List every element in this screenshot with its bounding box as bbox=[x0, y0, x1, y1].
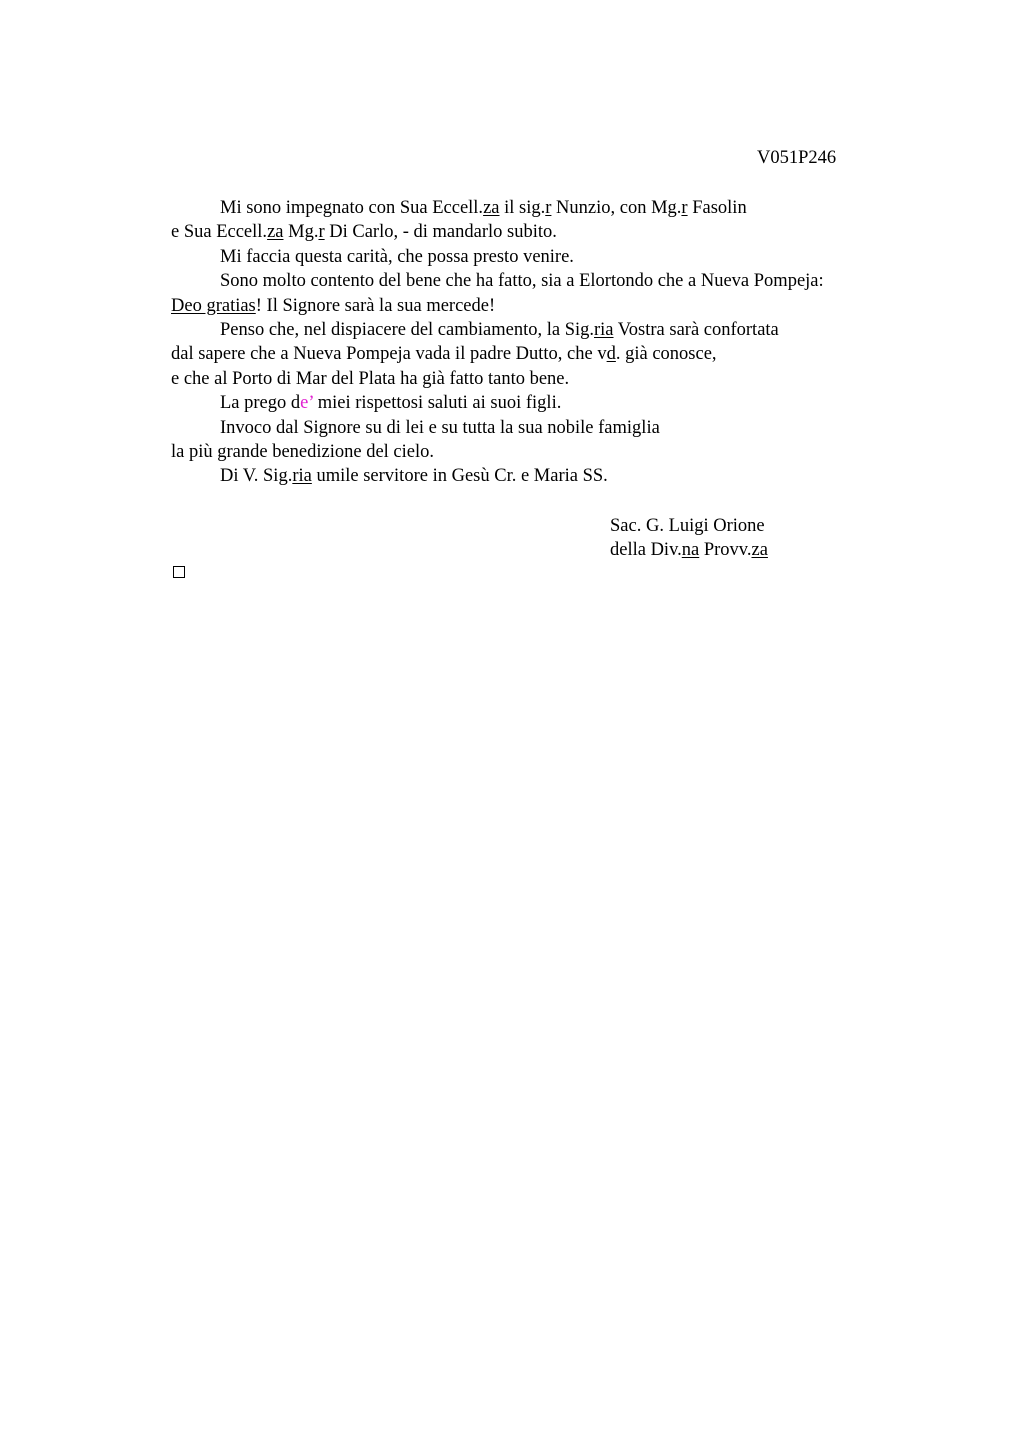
letter-line bbox=[171, 391, 931, 415]
signature-line bbox=[610, 538, 768, 562]
text-run: Provv. bbox=[699, 540, 752, 561]
underlined-abbreviation: na bbox=[681, 540, 700, 561]
letter-line bbox=[171, 416, 931, 440]
text-run: Invoco dal Signore su di lei e su tutta la sua nobile famiglia bbox=[220, 417, 660, 438]
underlined-abbreviation: Deo gratias bbox=[171, 295, 256, 316]
text-run: umile servitore in Gesù Cr. e Maria SS. bbox=[311, 466, 608, 487]
letter-line bbox=[171, 464, 931, 488]
letter-line bbox=[171, 245, 931, 269]
text-run: Nunzio, con Mg. bbox=[551, 198, 682, 218]
letter-line bbox=[171, 294, 931, 318]
text-run: la più grande benedizione del cielo. bbox=[171, 441, 435, 462]
underlined-abbreviation: ria bbox=[292, 466, 312, 487]
end-marker-box bbox=[173, 566, 185, 578]
underlined-abbreviation: d bbox=[606, 344, 616, 365]
text-run: della Div. bbox=[610, 540, 682, 561]
letter-line bbox=[171, 367, 931, 391]
text-run: miei rispettosi saluti ai suoi figli. bbox=[313, 393, 562, 414]
text-run: Penso che, nel dispiacere del cambiamento, la Sig. bbox=[220, 319, 594, 340]
text-run: il sig. bbox=[499, 198, 546, 218]
signature-line bbox=[610, 514, 768, 538]
text-run: La prego d bbox=[220, 393, 301, 414]
text-run: e che al Porto di Mar del Plata ha già fatto tanto bene. bbox=[171, 368, 570, 389]
letter-line bbox=[171, 440, 931, 464]
text-run: ! Il Signore sarà la sua mercede! bbox=[255, 295, 496, 316]
highlighted-text: e’ bbox=[300, 393, 314, 414]
text-run: Fasolin bbox=[687, 198, 747, 218]
text-run: Mg. bbox=[283, 222, 319, 243]
page-id: V051P246 bbox=[757, 148, 837, 168]
signature-block bbox=[610, 514, 768, 563]
text-run: Di V. Sig. bbox=[220, 466, 293, 487]
underlined-abbreviation: r bbox=[545, 198, 552, 218]
letter-line bbox=[171, 196, 931, 220]
text-run: Vostra sarà confortata bbox=[613, 319, 779, 340]
text-run: Sono molto contento del bene che ha fatto, sia a Elortondo che a Nueva Pompeja: bbox=[220, 271, 824, 292]
letter-line bbox=[171, 220, 931, 244]
letter-line bbox=[171, 318, 931, 342]
text-run: e Sua Eccell. bbox=[171, 222, 268, 243]
underlined-abbreviation: za bbox=[483, 198, 500, 218]
text-run: Mi faccia questa carità, che possa presto venire. bbox=[220, 246, 574, 267]
letter-line bbox=[171, 269, 931, 293]
text-run: dal sapere che a Nueva Pompeja vada il padre Dutto, che v bbox=[171, 344, 607, 365]
underlined-abbreviation: r bbox=[681, 198, 688, 218]
underlined-abbreviation: za bbox=[751, 540, 768, 561]
underlined-abbreviation: za bbox=[267, 222, 284, 243]
text-run: Mi sono impegnato con Sua Eccell. bbox=[220, 198, 484, 218]
underlined-abbreviation: ria bbox=[594, 319, 614, 340]
underlined-abbreviation: r bbox=[318, 222, 325, 243]
text-run: . già conosce, bbox=[615, 344, 717, 365]
letter-body bbox=[171, 196, 931, 489]
letter-line bbox=[171, 342, 931, 366]
text-run: Sac. G. Luigi Orione bbox=[610, 516, 765, 536]
text-run: Di Carlo, - di mandarlo subito. bbox=[324, 222, 557, 243]
